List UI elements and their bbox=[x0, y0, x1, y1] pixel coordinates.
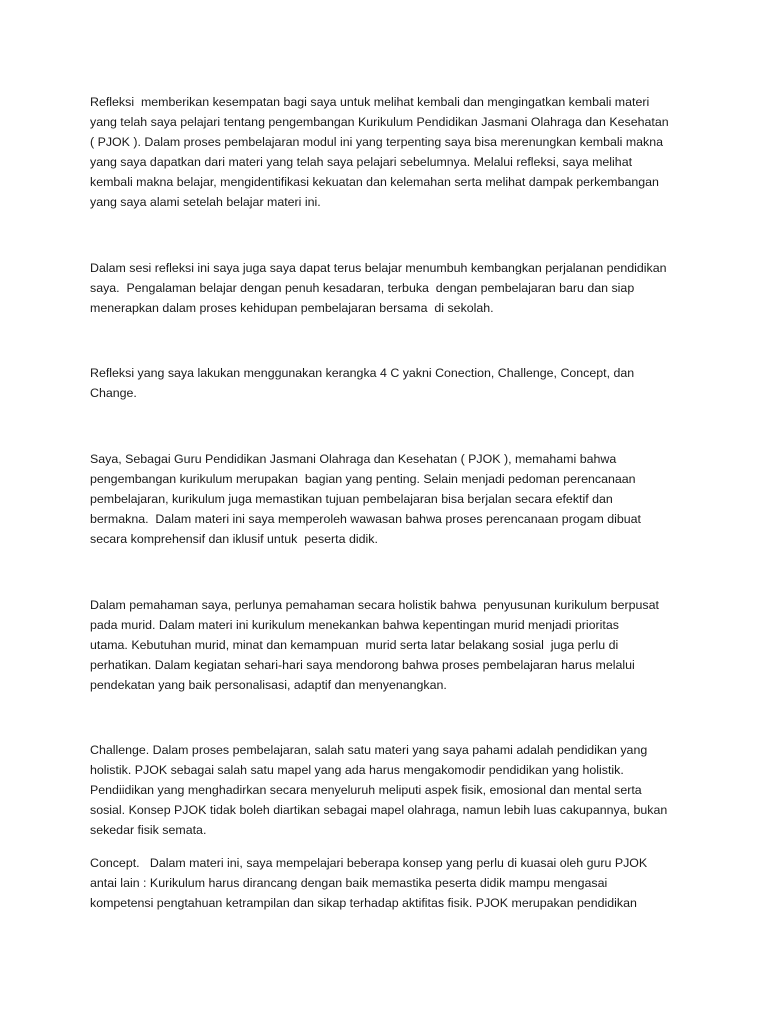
paragraph-reflection-intro: Refleksi memberikan kesempatan bagi saya untuk melihat kembali dan mengingatkan kembali materi yang telah saya pelajari tentang pengembangan Kurikulum Pendidikan Jasmani Olahraga dan Kesehatan ( PJOK ). Dalam proses pembelajaran modul ini yang terpenting saya bisa merenungkan kembali makna yang saya dapatkan dari materi yang telah saya pelajari sebelumnya. Melalui refleksi, saya melihat kembali makna belajar, mengidentifikasi kekuatan dan kelemahan serta melihat dampak perkembangan yang saya alami setelah belajar materi ini. bbox=[90, 95, 669, 209]
paragraph-4c-framework: Refleksi yang saya lakukan menggunakan kerangka 4 C yakni Conection, Challenge, Concept, dan Change. bbox=[90, 366, 635, 400]
paragraph-reflection-session: Dalam sesi refleksi ini saya juga saya dapat terus belajar menumbuh kembangkan perjalanan pendidikan saya. Pengalaman belajar dengan penuh kesadaran, terbuka dengan pembelajaran baru dan siap menerapkan dalam proses kehidupan pembelajaran bersama di sekolah. bbox=[90, 261, 667, 315]
paragraph-holistic-understanding: Dalam pemahaman saya, perlunya pemahaman secara holistik bahwa penyusunan kurikulum berpusat pada murid. Dalam materi ini kurikulum menekankan bahwa kepentingan murid menjadi prioritas utama. Kebutuhan murid, minat dan kemampuan murid serta latar belakang sosial juga perlu di perhatikan. Dalam kegiatan sehari-hari saya mendorong bahwa proses pembelajaran harus melalui pendekatan yang baik personalisasi, adaptif dan menyenangkan. bbox=[90, 598, 659, 692]
paragraph-connection: Saya, Sebagai Guru Pendidikan Jasmani Olahraga dan Kesehatan ( PJOK ), memahami bahwa pengembangan kurikulum merupakan bagian yang penting. Selain menjadi pedoman perencanaan pembelajaran, kurikulum juga memastikan tujuan pembelajaran bisa berjalan secara efektif dan bermakna. Dalam materi ini saya memperoleh wawasan bahwa proses perencanaan progam dibuat secara komprehensif dan iklusif untuk peserta didik. bbox=[90, 452, 641, 546]
paragraph-concept: Concept. Dalam materi ini, saya mempelajari beberapa konsep yang perlu di kuasai oleh guru PJOK antai lain : Kurikulum harus dirancang dengan baik memastika peserta didik mampu mengasai kompetensi pengtahuan ketrampilan dan sikap terhadap aktifitas fisik. PJOK merupakan pendidikan bbox=[90, 856, 648, 910]
paragraph-challenge: Challenge. Dalam proses pembelajaran, salah satu materi yang saya pahami adalah pendidikan yang holistik. PJOK sebagai salah satu mapel yang ada harus mengakomodir pendidikan yang holistik. Pendiidikan yang menghadirkan secara menyeluruh meliputi aspek fisik, emosional dan mental serta sosial. Konsep PJOK tidak boleh diartikan sebagai mapel olahraga, namun lebih luas cakupannya, bukan sekedar fisik semata. bbox=[90, 743, 668, 837]
